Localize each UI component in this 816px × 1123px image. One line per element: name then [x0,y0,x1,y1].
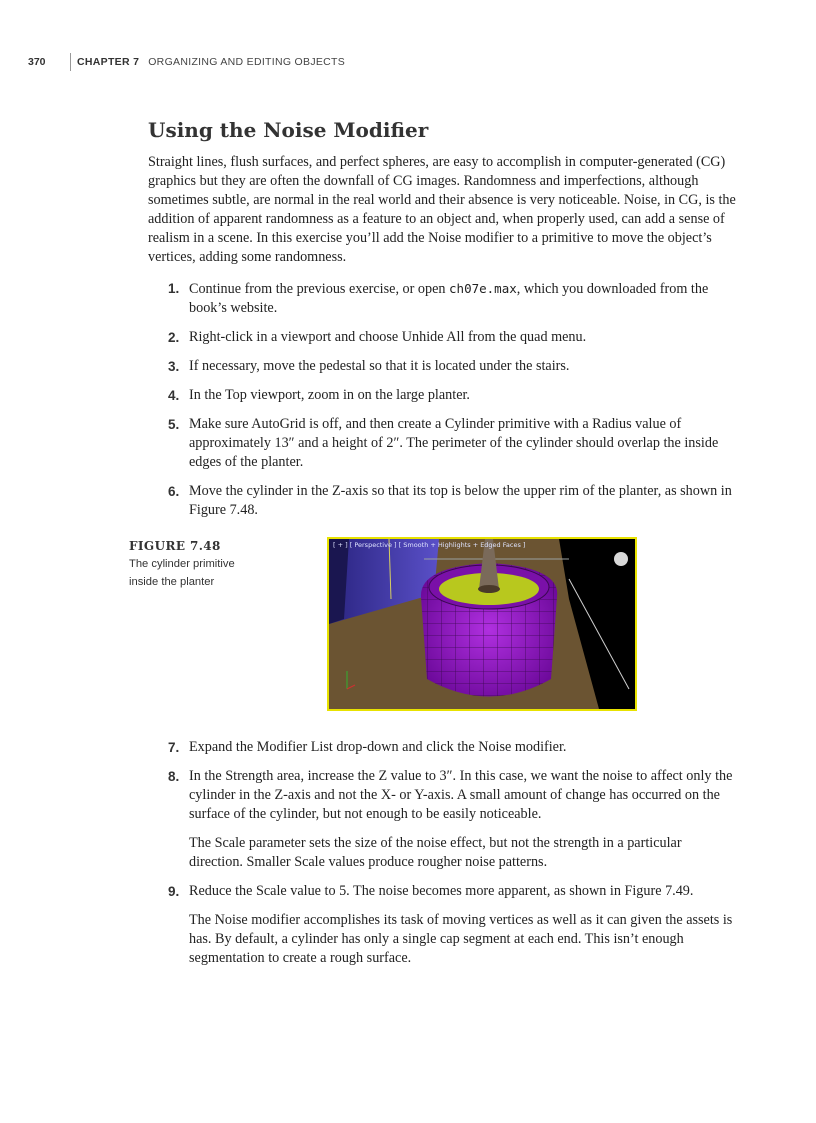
step-number: 7. [168,740,180,755]
step-number: 3. [168,359,180,374]
step-number: 9. [168,884,180,899]
intro-paragraph: Straight lines, flush surfaces, and perfect spheres, are easy to accomplish in computer-generated (CG) graphics but they are often the downfall of CG images. Randomness and imperfections, although sometimes subtle, are normal in the real world and their absence is very noticeable. Noise, in CG, is the addition of apparent randomness as a feature to an object and, when properly used, can add a sense of realism in a scene. In this exercise you’ll add the Noise modifier to a primitive to move the object’s vertices, adding some randomness. [148,154,736,265]
step-number: 2. [168,330,180,345]
step-text: Right-click in a viewport and choose Unhide All from the quad menu. [189,329,587,345]
section-title: Using the Noise Modifier [148,118,429,142]
step-note: The Noise modifier accomplishes its task of moving vertices as well as it can given the assets is has. By default, a cylinder has only a single cap segment at each end. This isn’t enough segmentation to create a rough surface. [189,912,733,966]
step-text: Continue from the previous exercise, or open [189,281,450,297]
step-text: Move the cylinder in the Z-axis so that its top is below the upper rim of the planter, as shown in Figure 7.48. [189,483,732,518]
figure-caption [129,537,239,591]
chapter-label: CHAPTER 7 [77,56,140,68]
header-divider [70,53,71,71]
step-note: The Scale parameter sets the size of the noise effect, but not the strength in a particular direction. Smaller Scale values produce rougher noise patterns. [189,835,682,870]
step-number: 5. [168,417,180,432]
viewport-label: [ + ] [ Perspective ] [ Smooth + Highlights + Edged Faces ] [333,541,526,549]
running-header [28,53,345,71]
step-6 [148,482,738,520]
step-4 [148,386,738,405]
planter-render [329,539,635,709]
figure-caption-text: The cylinder primitive inside the planter [129,558,235,588]
step-number: 6. [168,484,180,499]
file-name: ch07e.max [449,281,517,296]
viewcube-icon [614,552,628,566]
step-number: 1. [168,281,180,296]
step-8 [148,767,738,872]
step-3 [148,357,738,376]
viewport-screenshot [327,537,637,711]
step-text: If necessary, move the pedestal so that it is located under the stairs. [189,358,570,374]
step-5 [148,415,738,472]
step-number: 4. [168,388,180,403]
step-1 [148,279,738,318]
step-number: 8. [168,769,180,784]
step-text: Expand the Modifier List drop-down and click the Noise modifier. [189,739,567,755]
step-text: Make sure AutoGrid is off, and then create a Cylinder primitive with a Radius value of approximately 13″ and a height of 2″. The perimeter of the cylinder should overlap the inside edges of the planter. [189,416,719,470]
step-2 [148,328,738,347]
chapter-title: ORGANIZING AND EDITING OBJECTS [148,56,346,68]
step-7 [148,738,738,757]
figure-label: FIGURE 7.48 [129,539,221,553]
step-text: In the Strength area, increase the Z value to 3″. In this case, we want the noise to affect only the cylinder in the Z-axis and not the X- or Y-axis. A small amount of change has occurred on the surface of the cylinder, but not enough to be easily noticeable. [189,768,733,822]
steps-list-b [148,738,738,978]
steps-list-a [148,279,738,530]
step-text: In the Top viewport, zoom in on the large planter. [189,387,470,403]
step-9 [148,882,738,968]
step-text: , which you downloaded from the book’s website. [189,281,709,316]
page-number: 370 [28,56,46,68]
step-text: Reduce the Scale value to 5. The noise becomes more apparent, as shown in Figure 7.49. [189,883,694,899]
